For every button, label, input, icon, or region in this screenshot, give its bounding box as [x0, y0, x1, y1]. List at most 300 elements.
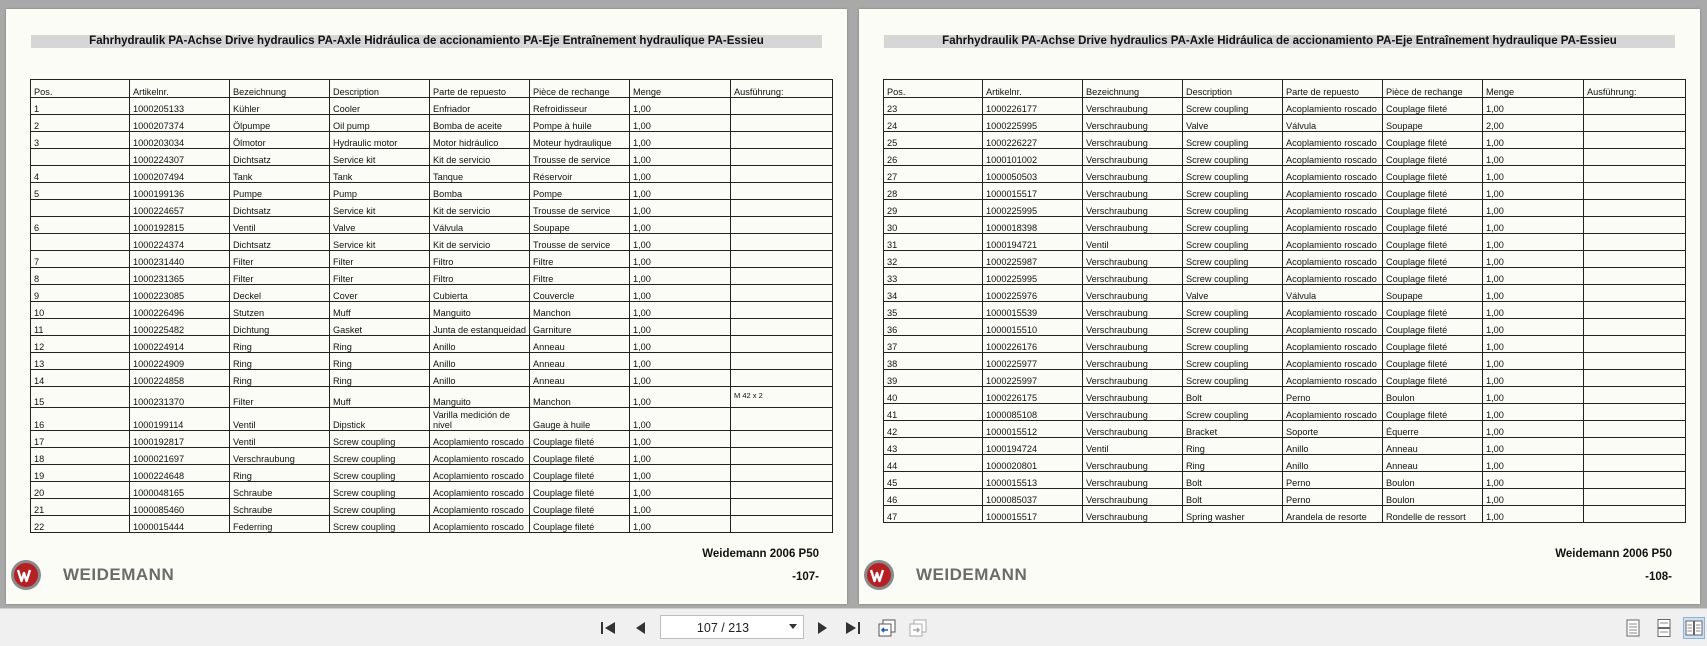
table-row: [31, 499, 833, 516]
table-cell: 1,00: [1483, 149, 1584, 166]
go-forward-icon: [908, 619, 928, 637]
table-cell: Couplage fileté: [530, 499, 630, 516]
table-cell: Couplage fileté: [530, 516, 630, 533]
table-cell: 1,00: [630, 387, 731, 408]
table-cell: Acoplamiento roscado: [1283, 166, 1383, 183]
table-cell: Bomba de aceite: [430, 115, 530, 132]
table-cell: [731, 499, 833, 516]
table-cell: 1000050503: [983, 166, 1083, 183]
table-row: [884, 438, 1686, 455]
table-cell: Screw coupling: [1183, 98, 1283, 115]
table-cell: Trousse de service: [530, 200, 630, 217]
table-row: [884, 251, 1686, 268]
table-cell: Équerre: [1383, 421, 1483, 438]
table-cell: Rondelle de ressort: [1383, 506, 1483, 523]
table-cell: Boulon: [1383, 489, 1483, 506]
table-cell: Couplage fileté: [1383, 302, 1483, 319]
table-cell: 1,00: [630, 353, 731, 370]
table-cell: 1000231440: [130, 251, 230, 268]
table-cell: Couplage fileté: [1383, 98, 1483, 115]
table-cell: Couplage fileté: [1383, 353, 1483, 370]
table-cell: Screw coupling: [330, 431, 430, 448]
table-cell: [1584, 506, 1686, 523]
table-cell: Verschraubung: [1083, 302, 1183, 319]
table-row: [884, 234, 1686, 251]
table-cell: [1584, 217, 1686, 234]
table-cell: Kit de servicio: [430, 200, 530, 217]
table-cell: Válvula: [430, 217, 530, 234]
table-cell: [731, 183, 833, 200]
table-cell: 36: [884, 319, 983, 336]
table-cell: 1000225987: [983, 251, 1083, 268]
table-cell: Ölpumpe: [230, 115, 330, 132]
go-back-button[interactable]: [876, 617, 898, 639]
table-cell: 12: [31, 336, 130, 353]
table-cell: 1000224858: [130, 370, 230, 387]
go-back-icon: [877, 619, 897, 637]
table-cell: 1000015512: [983, 421, 1083, 438]
table-cell: Garniture: [530, 319, 630, 336]
table-cell: Acoplamiento roscado: [1283, 353, 1383, 370]
table-cell: Filter: [330, 251, 430, 268]
table-cell: 1,00: [630, 499, 731, 516]
table-cell: [1584, 489, 1686, 506]
table-cell: [1584, 319, 1686, 336]
table-cell: 18: [31, 448, 130, 465]
table-cell: 1000225997: [983, 370, 1083, 387]
table-cell: 24: [884, 115, 983, 132]
table-cell: 1,00: [630, 302, 731, 319]
table-cell: 1000224914: [130, 336, 230, 353]
brand-logo-text: WEIDEMANN: [916, 565, 1028, 584]
table-cell: 33: [884, 268, 983, 285]
column-header: Parte de repuesto: [430, 80, 530, 98]
table-cell: 1,00: [630, 234, 731, 251]
table-row: [884, 489, 1686, 506]
table-cell: 1,00: [630, 336, 731, 353]
table-cell: Couplage fileté: [1383, 132, 1483, 149]
table-cell: Bolt: [1183, 489, 1283, 506]
table-cell: 1,00: [630, 149, 731, 166]
table-cell: Verschraubung: [1083, 251, 1183, 268]
table-cell: Screw coupling: [1183, 183, 1283, 200]
table-cell: 2: [31, 115, 130, 132]
table-cell: 28: [884, 183, 983, 200]
table-cell: Muff: [330, 387, 430, 408]
table-cell: Screw coupling: [1183, 149, 1283, 166]
last-page-icon: [844, 620, 862, 636]
table-cell: 1,00: [630, 217, 731, 234]
table-cell: 1,00: [630, 200, 731, 217]
table-cell: Verschraubung: [230, 448, 330, 465]
table-cell: Soupape: [1383, 285, 1483, 302]
table-cell: Arandela de resorte: [1283, 506, 1383, 523]
table-cell: Kit de servicio: [430, 149, 530, 166]
table-cell: Filter: [330, 268, 430, 285]
table-cell: [731, 370, 833, 387]
table-cell: Screw coupling: [330, 465, 430, 482]
table-cell: Anneau: [1383, 455, 1483, 472]
table-cell: 5: [31, 183, 130, 200]
table-row: [31, 336, 833, 353]
table-cell: 1,00: [630, 166, 731, 183]
page-number: -107-: [792, 571, 819, 583]
table-cell: 1000018398: [983, 217, 1083, 234]
table-cell: Valve: [1183, 285, 1283, 302]
table-cell: 16: [31, 408, 130, 431]
column-header: Ausführung:: [731, 80, 833, 98]
table-cell: 1000226175: [983, 387, 1083, 404]
table-cell: Anneau: [1383, 438, 1483, 455]
column-header: Artikelnr.: [130, 80, 230, 98]
table-cell: Acoplamiento roscado: [1283, 268, 1383, 285]
table-cell: Acoplamiento roscado: [1283, 234, 1383, 251]
table-cell: 1,00: [1483, 302, 1584, 319]
table-cell: Screw coupling: [330, 516, 430, 533]
table-cell: 1000225995: [983, 115, 1083, 132]
table-cell: 34: [884, 285, 983, 302]
table-cell: [1584, 353, 1686, 370]
table-cell: Acoplamiento roscado: [430, 516, 530, 533]
table-cell: [1584, 183, 1686, 200]
table-cell: Manguito: [430, 302, 530, 319]
table-cell: Screw coupling: [1183, 353, 1283, 370]
table-cell: [731, 98, 833, 115]
table-cell: [731, 431, 833, 448]
table-cell: Couplage fileté: [530, 465, 630, 482]
table-cell: Screw coupling: [1183, 217, 1283, 234]
viewer-toolbar: [0, 608, 1707, 646]
last-page-button[interactable]: [842, 617, 864, 639]
table-cell: Ring: [330, 353, 430, 370]
table-cell: 1000192815: [130, 217, 230, 234]
single-page-view-button[interactable]: [1622, 617, 1644, 639]
table-cell: Couplage fileté: [1383, 200, 1483, 217]
table-cell: Boulon: [1383, 472, 1483, 489]
table-cell: 1000199136: [130, 183, 230, 200]
table-cell: 1,00: [630, 408, 731, 431]
table-cell: Válvula: [1283, 115, 1383, 132]
table-cell: 1000226176: [983, 336, 1083, 353]
table-cell: Ring: [330, 370, 430, 387]
table-cell: Anillo: [430, 353, 530, 370]
table-row: [31, 183, 833, 200]
table-cell: 1,00: [1483, 132, 1584, 149]
table-cell: 1000225482: [130, 319, 230, 336]
table-cell: 1000085460: [130, 499, 230, 516]
table-cell: [731, 115, 833, 132]
table-cell: Anillo: [1283, 438, 1383, 455]
table-cell: Ventil: [1083, 438, 1183, 455]
table-cell: Manchon: [530, 302, 630, 319]
page-number: -108-: [1645, 571, 1672, 583]
table-cell: [731, 448, 833, 465]
table-cell: Válvula: [1283, 285, 1383, 302]
table-cell: 1,00: [1483, 455, 1584, 472]
table-cell: 1000225976: [983, 285, 1083, 302]
table-row: [31, 431, 833, 448]
table-row: [31, 465, 833, 482]
table-cell: Schraube: [230, 482, 330, 499]
table-cell: Verschraubung: [1083, 387, 1183, 404]
next-page-button[interactable]: [811, 617, 833, 639]
table-cell: Screw coupling: [1183, 251, 1283, 268]
table-cell: 11: [31, 319, 130, 336]
table-cell: 1,00: [1483, 421, 1584, 438]
table-cell: [731, 408, 833, 431]
table-row: [884, 472, 1686, 489]
table-cell: M 42 x 2: [731, 387, 833, 408]
single-page-view-icon: [1625, 619, 1641, 637]
table-cell: 15: [31, 387, 130, 408]
table-row: [31, 516, 833, 533]
table-cell: Verschraubung: [1083, 115, 1183, 132]
table-cell: [1584, 438, 1686, 455]
table-cell: 1,00: [1483, 166, 1584, 183]
table-cell: Screw coupling: [1183, 268, 1283, 285]
table-cell: Verschraubung: [1083, 183, 1183, 200]
table-cell: Screw coupling: [330, 448, 430, 465]
table-cell: Screw coupling: [330, 482, 430, 499]
table-cell: [731, 302, 833, 319]
table-cell: Service kit: [330, 234, 430, 251]
table-cell: 25: [884, 132, 983, 149]
table-cell: Couplage fileté: [1383, 336, 1483, 353]
table-cell: 1,00: [1483, 489, 1584, 506]
table-row: [31, 408, 833, 431]
table-cell: 7: [31, 251, 130, 268]
table-row: [31, 132, 833, 149]
table-cell: [1584, 285, 1686, 302]
table-cell: 1000203034: [130, 132, 230, 149]
table-cell: 1000205133: [130, 98, 230, 115]
table-row: [31, 115, 833, 132]
table-cell: [731, 353, 833, 370]
table-cell: Screw coupling: [1183, 302, 1283, 319]
table-cell: Couplage fileté: [530, 448, 630, 465]
parts-table: [883, 79, 1686, 523]
table-cell: Kit de servicio: [430, 234, 530, 251]
go-forward-button[interactable]: [907, 617, 929, 639]
table-cell: 1000199114: [130, 408, 230, 431]
table-row: [31, 251, 833, 268]
table-row: [31, 166, 833, 183]
table-cell: 1,00: [1483, 353, 1584, 370]
table-cell: Acoplamiento roscado: [430, 499, 530, 516]
table-cell: Acoplamiento roscado: [1283, 319, 1383, 336]
table-cell: Screw coupling: [1183, 404, 1283, 421]
table-cell: Trousse de service: [530, 149, 630, 166]
table-cell: Trousse de service: [530, 234, 630, 251]
table-cell: 1,00: [1483, 319, 1584, 336]
table-cell: 6: [31, 217, 130, 234]
table-row: [31, 448, 833, 465]
table-cell: 39: [884, 370, 983, 387]
table-row: [31, 319, 833, 336]
table-cell: [731, 482, 833, 499]
table-cell: Moteur hydraulique: [530, 132, 630, 149]
table-cell: Bolt: [1183, 472, 1283, 489]
table-cell: Ventil: [230, 408, 330, 431]
table-cell: 1,00: [630, 115, 731, 132]
first-page-button[interactable]: [597, 617, 619, 639]
table-cell: Filter: [230, 387, 330, 408]
table-cell: 1,00: [1483, 472, 1584, 489]
table-cell: 9: [31, 285, 130, 302]
table-cell: Acoplamiento roscado: [1283, 149, 1383, 166]
table-row: [31, 353, 833, 370]
table-cell: Perno: [1283, 387, 1383, 404]
table-cell: Valve: [1183, 115, 1283, 132]
column-header: Artikelnr.: [983, 80, 1083, 98]
table-row: [31, 200, 833, 217]
table-cell: 1,00: [1483, 336, 1584, 353]
table-cell: Anneau: [530, 353, 630, 370]
page-number-field[interactable]: [660, 615, 804, 639]
previous-page-icon: [633, 620, 647, 636]
table-cell: [731, 200, 833, 217]
table-cell: Ventil: [1083, 234, 1183, 251]
column-header: Menge: [1483, 80, 1584, 98]
table-cell: Couplage fileté: [1383, 319, 1483, 336]
table-cell: [1584, 336, 1686, 353]
table-cell: Screw coupling: [1183, 319, 1283, 336]
table-cell: Acoplamiento roscado: [1283, 183, 1383, 200]
table-cell: Verschraubung: [1083, 268, 1183, 285]
table-cell: Screw coupling: [330, 499, 430, 516]
continuous-view-button[interactable]: [1653, 617, 1675, 639]
table-cell: 35: [884, 302, 983, 319]
table-cell: Boulon: [1383, 387, 1483, 404]
table-cell: 43: [884, 438, 983, 455]
table-cell: 1000085108: [983, 404, 1083, 421]
previous-page-button[interactable]: [629, 617, 651, 639]
table-cell: Dichtsatz: [230, 200, 330, 217]
table-row: [31, 98, 833, 115]
table-cell: Couplage fileté: [1383, 370, 1483, 387]
table-cell: Oil pump: [330, 115, 430, 132]
table-cell: 47: [884, 506, 983, 523]
table-row: [884, 149, 1686, 166]
table-cell: Acoplamiento roscado: [1283, 251, 1383, 268]
table-cell: [1584, 98, 1686, 115]
table-cell: Couplage fileté: [1383, 268, 1483, 285]
table-cell: Verschraubung: [1083, 166, 1183, 183]
table-row: [884, 183, 1686, 200]
table-cell: Verschraubung: [1083, 285, 1183, 302]
table-row: [31, 370, 833, 387]
table-cell: Couplage fileté: [1383, 149, 1483, 166]
page-108: [859, 9, 1700, 604]
table-cell: Service kit: [330, 200, 430, 217]
table-cell: 1000015510: [983, 319, 1083, 336]
table-cell: Screw coupling: [1183, 370, 1283, 387]
table-cell: 1000192817: [130, 431, 230, 448]
table-cell: 1000224909: [130, 353, 230, 370]
table-cell: [731, 336, 833, 353]
column-header: Parte de repuesto: [1283, 80, 1383, 98]
table-cell: 1,00: [1483, 404, 1584, 421]
page-indicator: 107 / 213: [696, 621, 750, 635]
table-cell: Verschraubung: [1083, 319, 1183, 336]
table-cell: Enfriador: [430, 98, 530, 115]
two-page-view-button[interactable]: [1683, 617, 1705, 639]
table-cell: [731, 465, 833, 482]
table-cell: 10: [31, 302, 130, 319]
table-cell: 1000194721: [983, 234, 1083, 251]
table-cell: Ring: [1183, 438, 1283, 455]
table-cell: Manchon: [530, 387, 630, 408]
table-cell: Service kit: [330, 149, 430, 166]
table-cell: 1,00: [630, 268, 731, 285]
table-cell: [1584, 421, 1686, 438]
table-cell: [31, 149, 130, 166]
table-cell: Ring: [230, 353, 330, 370]
table-cell: [731, 166, 833, 183]
table-cell: 1000225995: [983, 268, 1083, 285]
table-cell: 20: [31, 482, 130, 499]
table-cell: [731, 319, 833, 336]
table-cell: Couplage fileté: [1383, 166, 1483, 183]
table-cell: Bolt: [1183, 387, 1283, 404]
table-row: [31, 149, 833, 166]
table-cell: 1,00: [1483, 251, 1584, 268]
table-row: [884, 319, 1686, 336]
table-cell: Verschraubung: [1083, 200, 1183, 217]
table-cell: 1000223085: [130, 285, 230, 302]
table-cell: Filtre: [530, 251, 630, 268]
table-cell: Ring: [230, 336, 330, 353]
table-cell: 41: [884, 404, 983, 421]
table-cell: Verschraubung: [1083, 336, 1183, 353]
table-cell: Anillo: [430, 336, 530, 353]
chevron-down-icon[interactable]: [789, 624, 797, 629]
table-cell: Ventil: [230, 217, 330, 234]
table-cell: 1,00: [630, 448, 731, 465]
table-row: [884, 166, 1686, 183]
table-cell: Verschraubung: [1083, 404, 1183, 421]
table-cell: Gauge à huile: [530, 408, 630, 431]
table-cell: Ölmotor: [230, 132, 330, 149]
table-row: [31, 387, 833, 408]
table-cell: 1000231370: [130, 387, 230, 408]
table-cell: 31: [884, 234, 983, 251]
table-cell: Couplage fileté: [530, 482, 630, 499]
table-cell: 32: [884, 251, 983, 268]
table-cell: 1000015513: [983, 472, 1083, 489]
table-row: [884, 115, 1686, 132]
table-cell: [1584, 472, 1686, 489]
table-row: [884, 387, 1686, 404]
table-cell: 1,00: [630, 183, 731, 200]
table-row: [884, 285, 1686, 302]
table-cell: Acoplamiento roscado: [430, 465, 530, 482]
table-cell: 1,00: [630, 285, 731, 302]
table-cell: [1584, 234, 1686, 251]
table-cell: Anillo: [430, 370, 530, 387]
table-cell: Ring: [330, 336, 430, 353]
column-header: Pièce de rechange: [530, 80, 630, 98]
table-cell: 29: [884, 200, 983, 217]
table-cell: 1000207494: [130, 166, 230, 183]
table-row: [31, 268, 833, 285]
table-cell: 1000226227: [983, 132, 1083, 149]
column-header: Ausführung:: [1584, 80, 1686, 98]
table-cell: 1,00: [630, 482, 731, 499]
table-cell: 1000224648: [130, 465, 230, 482]
table-cell: 1,00: [1483, 506, 1584, 523]
table-cell: 1000020801: [983, 455, 1083, 472]
